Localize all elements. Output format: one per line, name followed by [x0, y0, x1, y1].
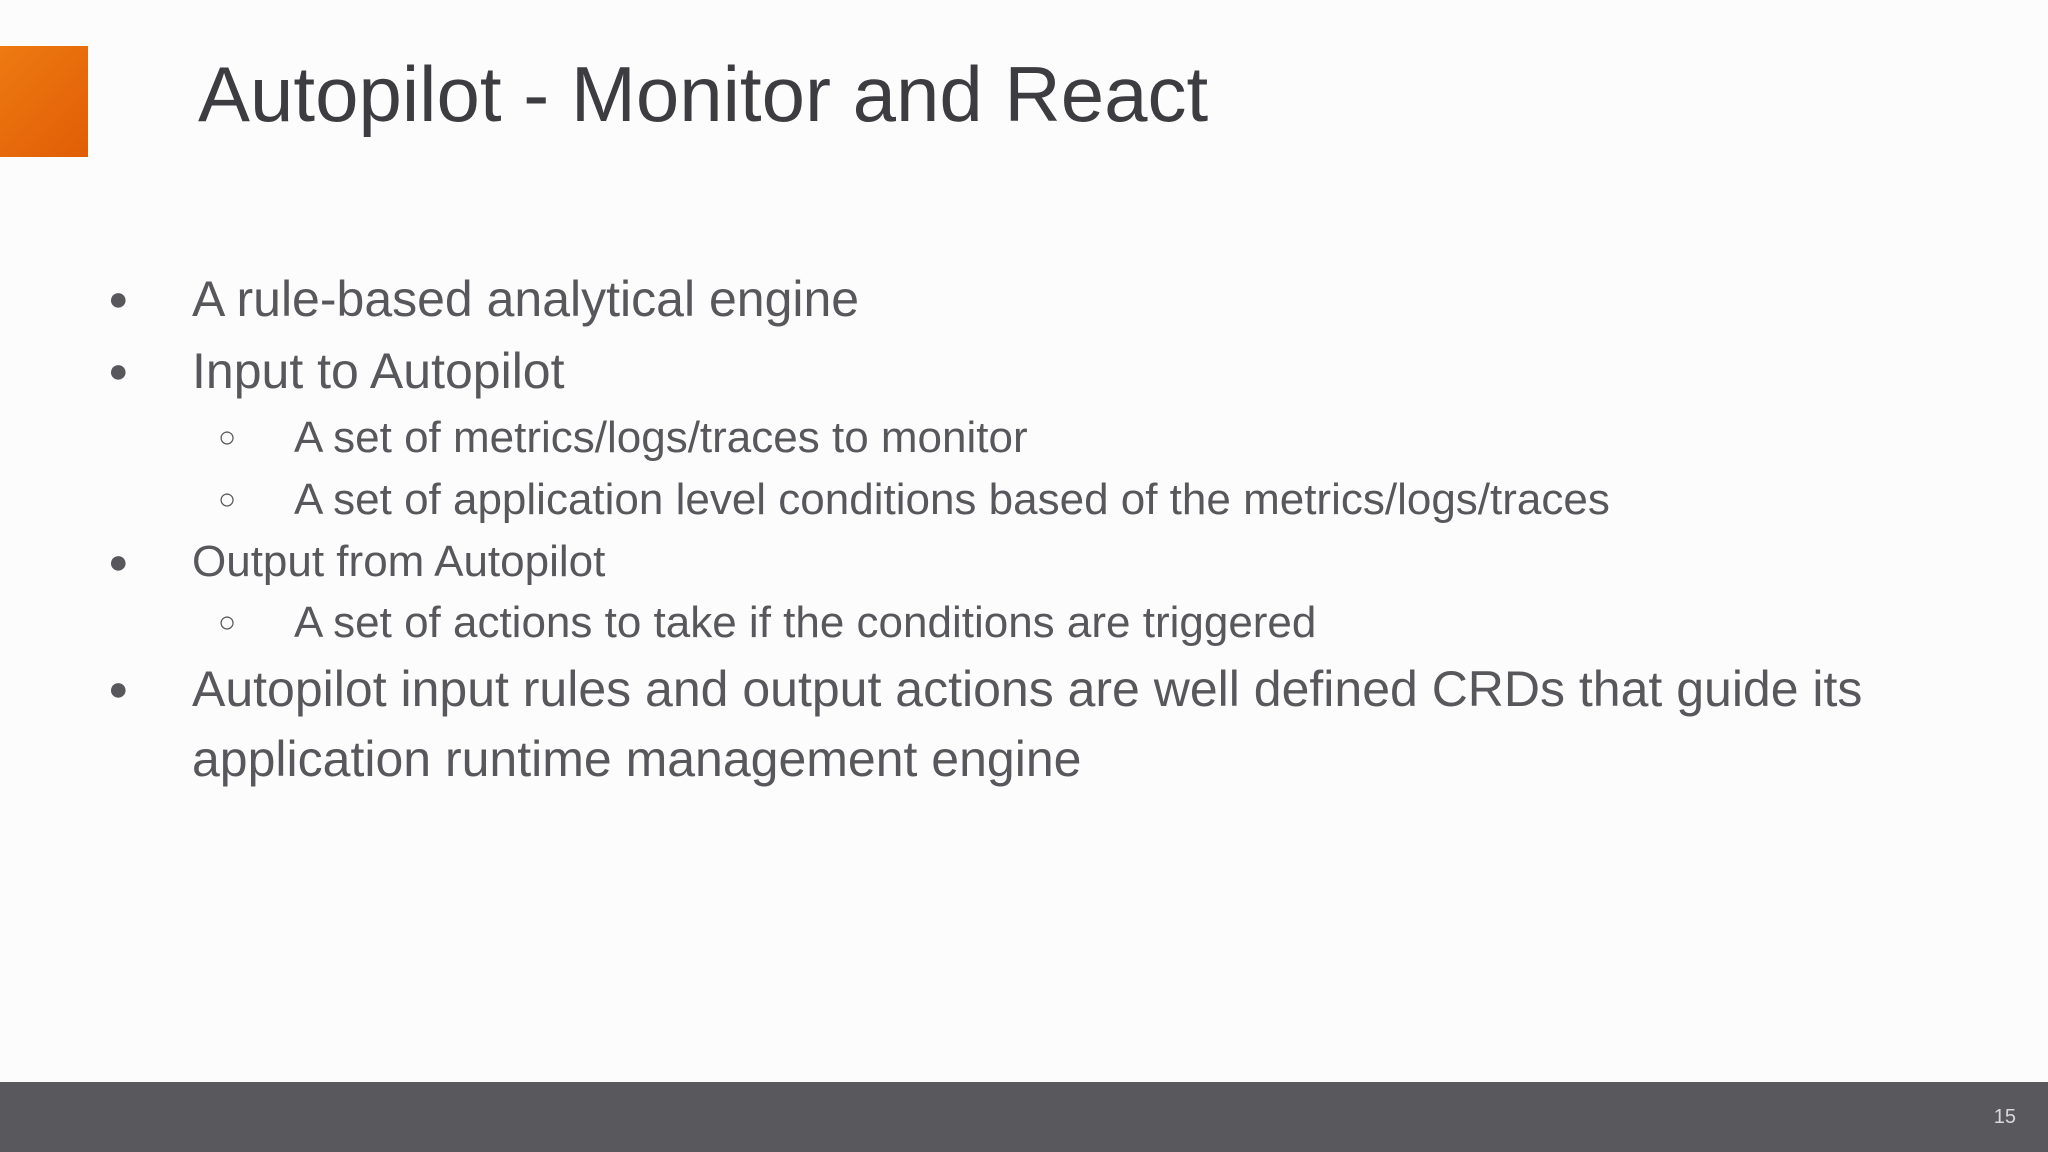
- sub-bullet-text: A set of actions to take if the conditions are triggered: [294, 598, 1317, 647]
- bullet-text: Output from Autopilot: [192, 537, 606, 586]
- bullet-item: [108, 527, 606, 597]
- sub-bullet-marker: ○: [218, 421, 237, 454]
- sub-bullet-marker: ○: [218, 483, 237, 516]
- footer-bar: [0, 1082, 2048, 1152]
- bullet-marker: ●: [108, 543, 129, 581]
- sub-bullet-text: A set of application level conditions based of the metrics/logs/traces: [294, 475, 1610, 524]
- bullet-marker: ●: [108, 280, 129, 318]
- sub-bullet-text: A set of metrics/logs/traces to monitor: [294, 413, 1028, 462]
- sub-bullet-item: [218, 592, 1317, 654]
- bullet-marker: ●: [108, 352, 129, 390]
- bullet-marker: ●: [108, 670, 129, 708]
- bullet-text: A rule-based analytical engine: [192, 271, 860, 327]
- page-number: 15: [1993, 1106, 2016, 1128]
- bullet-item: [108, 336, 565, 406]
- bullet-item: [108, 654, 1863, 724]
- bullet-text: Autopilot input rules and output actions are well defined CRDs that guide its: [192, 661, 1863, 717]
- sub-bullet-marker: ○: [218, 606, 237, 639]
- bullet-item: [108, 264, 860, 334]
- slide-title: Autopilot - Monitor and React: [198, 50, 1209, 138]
- bullet-text: application runtime management engine: [192, 731, 1082, 787]
- bullet-continuation: [192, 724, 1081, 794]
- sub-bullet-item: [218, 469, 1610, 531]
- sub-bullet-item: [218, 407, 1028, 469]
- bullet-text: Input to Autopilot: [192, 343, 565, 399]
